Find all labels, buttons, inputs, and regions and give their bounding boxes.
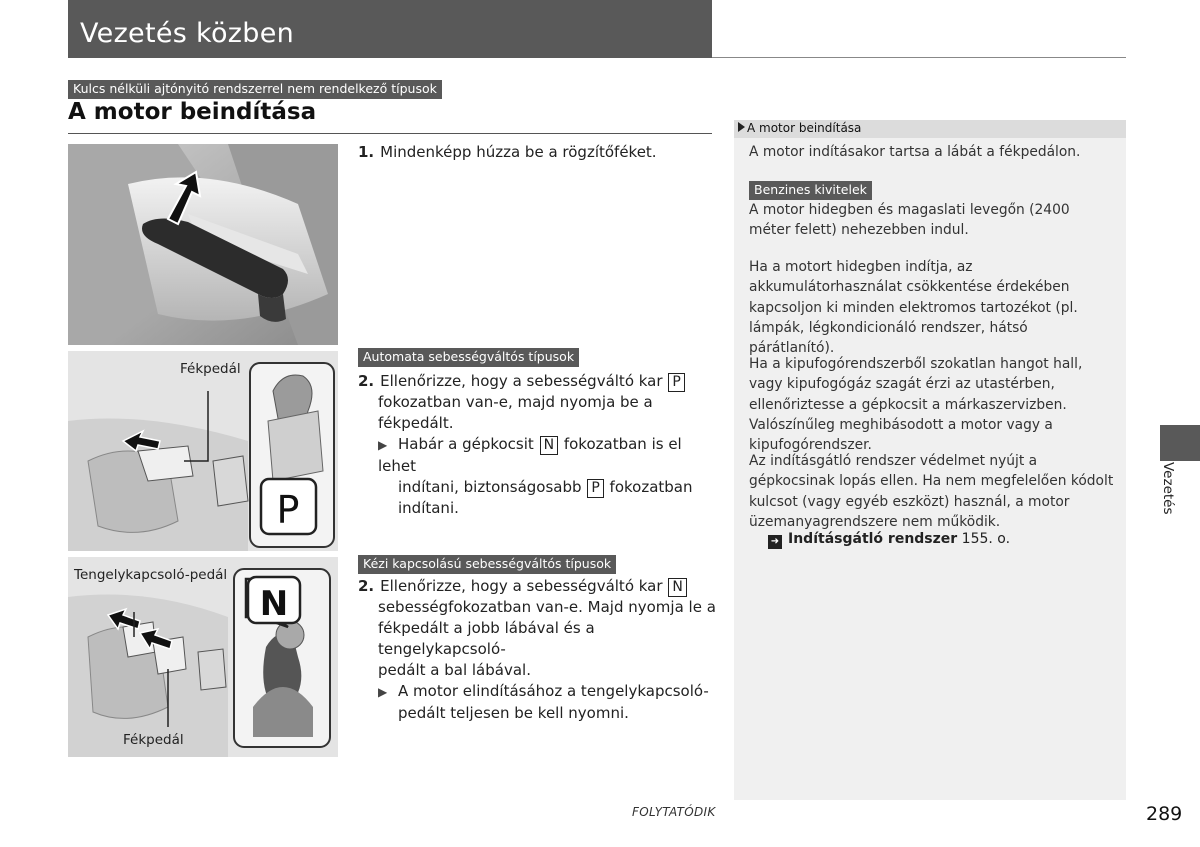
step-3-note: [358, 681, 718, 703]
reference-page: 155. o.: [961, 531, 1011, 547]
step-2-note-1b: fokozatban is el lehet: [378, 435, 682, 475]
chapter-side-label: [1158, 462, 1178, 522]
step-3-number: 2.: [358, 577, 375, 595]
section-rule: [68, 133, 712, 134]
chapter-side-tab[interactable]: [1160, 425, 1200, 461]
step-2-line-1: Ellenőrizze, hogy a sebességváltó kar: [380, 372, 663, 390]
parking-brake-image: [68, 144, 338, 345]
step-2-number: 2.: [358, 372, 375, 390]
gear-n-box-manual: N: [668, 578, 686, 597]
sidebar-title: A motor beindítása: [747, 121, 862, 135]
immobilizer-reference-link[interactable]: [768, 531, 1010, 549]
step-2-manual: [358, 576, 718, 724]
step-3-note-2: pedált teljesen be kell nyomni.: [398, 704, 629, 722]
step-3-line-3: fékpedált a jobb lábával és a tengelykapcsoló-: [378, 619, 595, 658]
automatic-pedal-image: [68, 351, 338, 551]
gear-p-box-2: P: [587, 479, 603, 498]
sidebar-para-1: A motor indításakor tartsa a lábát a fékpedálon.: [749, 144, 1081, 160]
header-rule: [712, 57, 1126, 58]
step-1-text: Mindenképp húzza be a rögzítőféket.: [380, 143, 657, 161]
page-number: 289: [1146, 803, 1183, 825]
sidebar-para-5: Az indításgátló rendszer védelmet nyújt a gépkocsinak lopás ellen. Ha nem megfelelően kódolt kulcsot (vagy egyéb eszközt) használ, a motor üzemanyagrendszere nem működik.: [749, 453, 1114, 530]
step-2-note-1a: Habár a gépkocsit: [398, 435, 534, 453]
automatic-tag: Automata sebességváltós típusok: [358, 348, 579, 367]
brake-pedal-label-2: Fékpedál: [123, 732, 184, 748]
triangle-icon: [738, 122, 745, 132]
gear-n-letter: N: [259, 584, 289, 624]
clutch-pedal-label: Tengelykapcsoló-pedál: [74, 567, 228, 583]
triangle-icon: ▶: [378, 438, 388, 452]
step-3-line-4: pedált a bal lábával.: [378, 661, 531, 679]
step-2-note: [358, 434, 718, 477]
step-2-note-3: indítani.: [398, 499, 459, 517]
step-3-line-2: sebességfokozatban van-e. Majd nyomja le a: [378, 598, 716, 616]
reference-arrow-icon: ➜: [768, 535, 782, 549]
step-2-line-2: fokozatban van-e, majd nyomja be a fékpedált.: [378, 393, 653, 432]
sidebar-para-3: Ha a motort hidegben indítja, az akkumulátorhasználat csökkentése érdekében kapcsoljon ki minden elektromos tartozékot (pl. lámpák, légkondicionáló rendszer, hátsó párátlanító).: [749, 259, 1078, 357]
side-tab-text: Vezetés: [1160, 462, 1176, 515]
keyless-tag: Kulcs nélküli ajtónyitó rendszerrel nem rendelkező típusok: [68, 80, 442, 99]
chapter-title: Vezetés közben: [80, 18, 295, 49]
sidebar-para-2: A motor hidegben és magaslati levegőn (2400 méter felett) nehezebben indul.: [749, 202, 1070, 239]
gear-n-box: N: [540, 436, 558, 455]
section-title: A motor beindítása: [68, 99, 317, 125]
step-3-note-1: A motor elindításához a tengelykapcsoló-: [398, 682, 709, 700]
manual-pedal-image: [68, 557, 338, 757]
step-1: [358, 142, 657, 163]
petrol-tag: Benzines kivitelek: [749, 181, 872, 200]
step-2-note-2a: indítani, biztonságosabb: [398, 478, 582, 496]
reference-title: Indításgátló rendszer: [788, 531, 958, 547]
gear-p-letter: P: [276, 488, 300, 532]
continue-label: FOLYTATÓDIK: [632, 805, 716, 819]
brake-pedal-label: Fékpedál: [180, 361, 241, 377]
sidebar-para-4: Ha a kipufogórendszerből szokatlan hangot hall, vagy kipufogógáz szagát érzi az utastérben, ellenőriztesse a gépkocsit a márkaszervizben. Valószínűleg meghibásodott a motor vagy a kipufogórendszer.: [749, 356, 1083, 454]
sidebar-header-text: [738, 121, 861, 135]
step-2-automatic: [358, 371, 718, 519]
step-3-line-1: Ellenőrizze, hogy a sebességváltó kar: [380, 577, 663, 595]
gear-p-box: P: [668, 373, 684, 392]
manual-tag: Kézi kapcsolású sebességváltós típusok: [358, 555, 616, 574]
triangle-icon: ▶: [378, 685, 388, 699]
step-1-number: 1.: [358, 143, 375, 161]
step-2-note-2b: fokozatban: [609, 478, 693, 496]
